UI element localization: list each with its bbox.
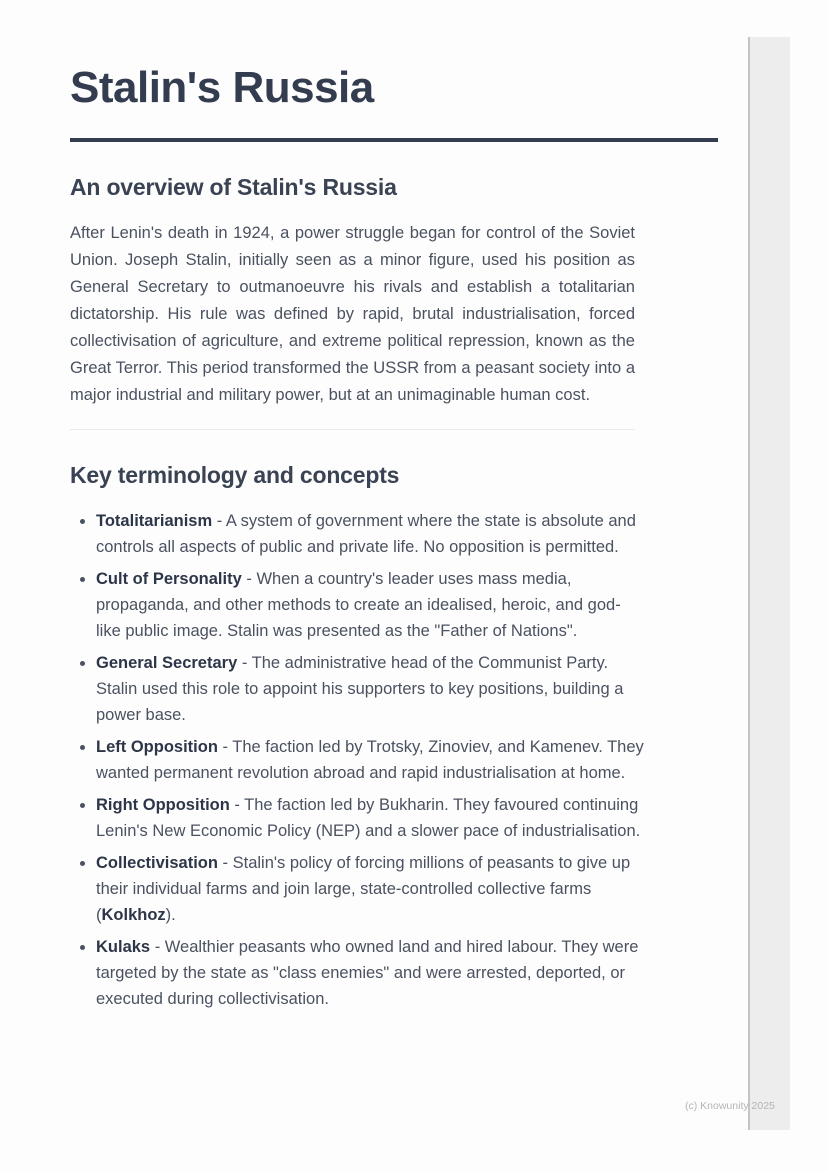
term-definition: - The faction led by Bukharin. They favoured continuing Lenin's New Economic Policy (NEP) and a slower pace of industrialisation. <box>96 796 641 840</box>
term-definition: - A system of government where the state is absolute and controls all aspects of public and private life. No opposition is permitted. <box>96 512 636 556</box>
list-item-kulaks <box>96 934 644 1012</box>
document-content <box>70 0 718 1018</box>
term-label: Left Opposition <box>96 738 218 756</box>
term-label: General Secretary <box>96 654 238 672</box>
term-definition: - When a country's leader uses mass media, propaganda, and other methods to create an idealised, heroic, and god-like public image. Stalin was presented as the "Father of Nations". <box>96 570 621 640</box>
term-label: Kulaks <box>96 938 151 956</box>
terminology-section-heading: Key terminology and concepts <box>70 462 400 488</box>
term-inline-bold: Kolkhoz <box>101 906 166 924</box>
overview-section-heading: An overview of Stalin's Russia <box>70 174 397 200</box>
term-definition: - The faction led by Trotsky, Zinoviev, and Kamenev. They wanted permanent revolution abroad and rapid industrialisation at home. <box>96 738 644 782</box>
list-item-cult-of-personality <box>96 566 644 644</box>
term-definition-after: ). <box>165 906 176 924</box>
list-item-right-opposition <box>96 792 644 844</box>
term-label: Cult of Personality <box>96 570 242 588</box>
page-title: Stalin's Russia <box>70 63 374 112</box>
list-item-left-opposition <box>96 734 644 786</box>
section-divider <box>70 429 635 430</box>
overview-paragraph: After Lenin's death in 1924, a power struggle began for control of the Soviet Union. Joseph Stalin, initially seen as a minor figure, used his position as General Secretary to outmanoeuvre his rivals and establish a totalitarian dictatorship. His rule was defined by rapid, brutal industrialisation, forced collectivisation of agriculture, and extreme political repression, known as the Great Terror. This period transformed the USSR from a peasant society into a major industrial and military power, but at an unimaginable human cost. <box>70 224 635 404</box>
term-definition: - The administrative head of the Communist Party. Stalin used this role to appoint his supporters to key positions, building a power base. <box>96 654 624 724</box>
term-definition: - Stalin's policy of forcing millions of peasants to give up their individual farms and join large, state-controlled collective farms ( <box>96 854 631 924</box>
copyright-watermark: (c) Knowunity 2025 <box>685 1100 775 1112</box>
term-definition: - Wealthier peasants who owned land and hired labour. They were targeted by the state as "class enemies" and were arrested, deported, or executed during collectivisation. <box>96 938 639 1008</box>
list-item-collectivisation <box>96 850 644 928</box>
term-label: Totalitarianism <box>96 512 213 530</box>
next-page-edge-strip <box>748 37 790 1130</box>
list-item-general-secretary <box>96 650 644 728</box>
term-label: Collectivisation <box>96 854 218 872</box>
list-item-totalitarianism <box>96 508 644 560</box>
term-label: Right Opposition <box>96 796 230 814</box>
terminology-list <box>70 508 644 1012</box>
title-rule-divider <box>70 138 718 142</box>
